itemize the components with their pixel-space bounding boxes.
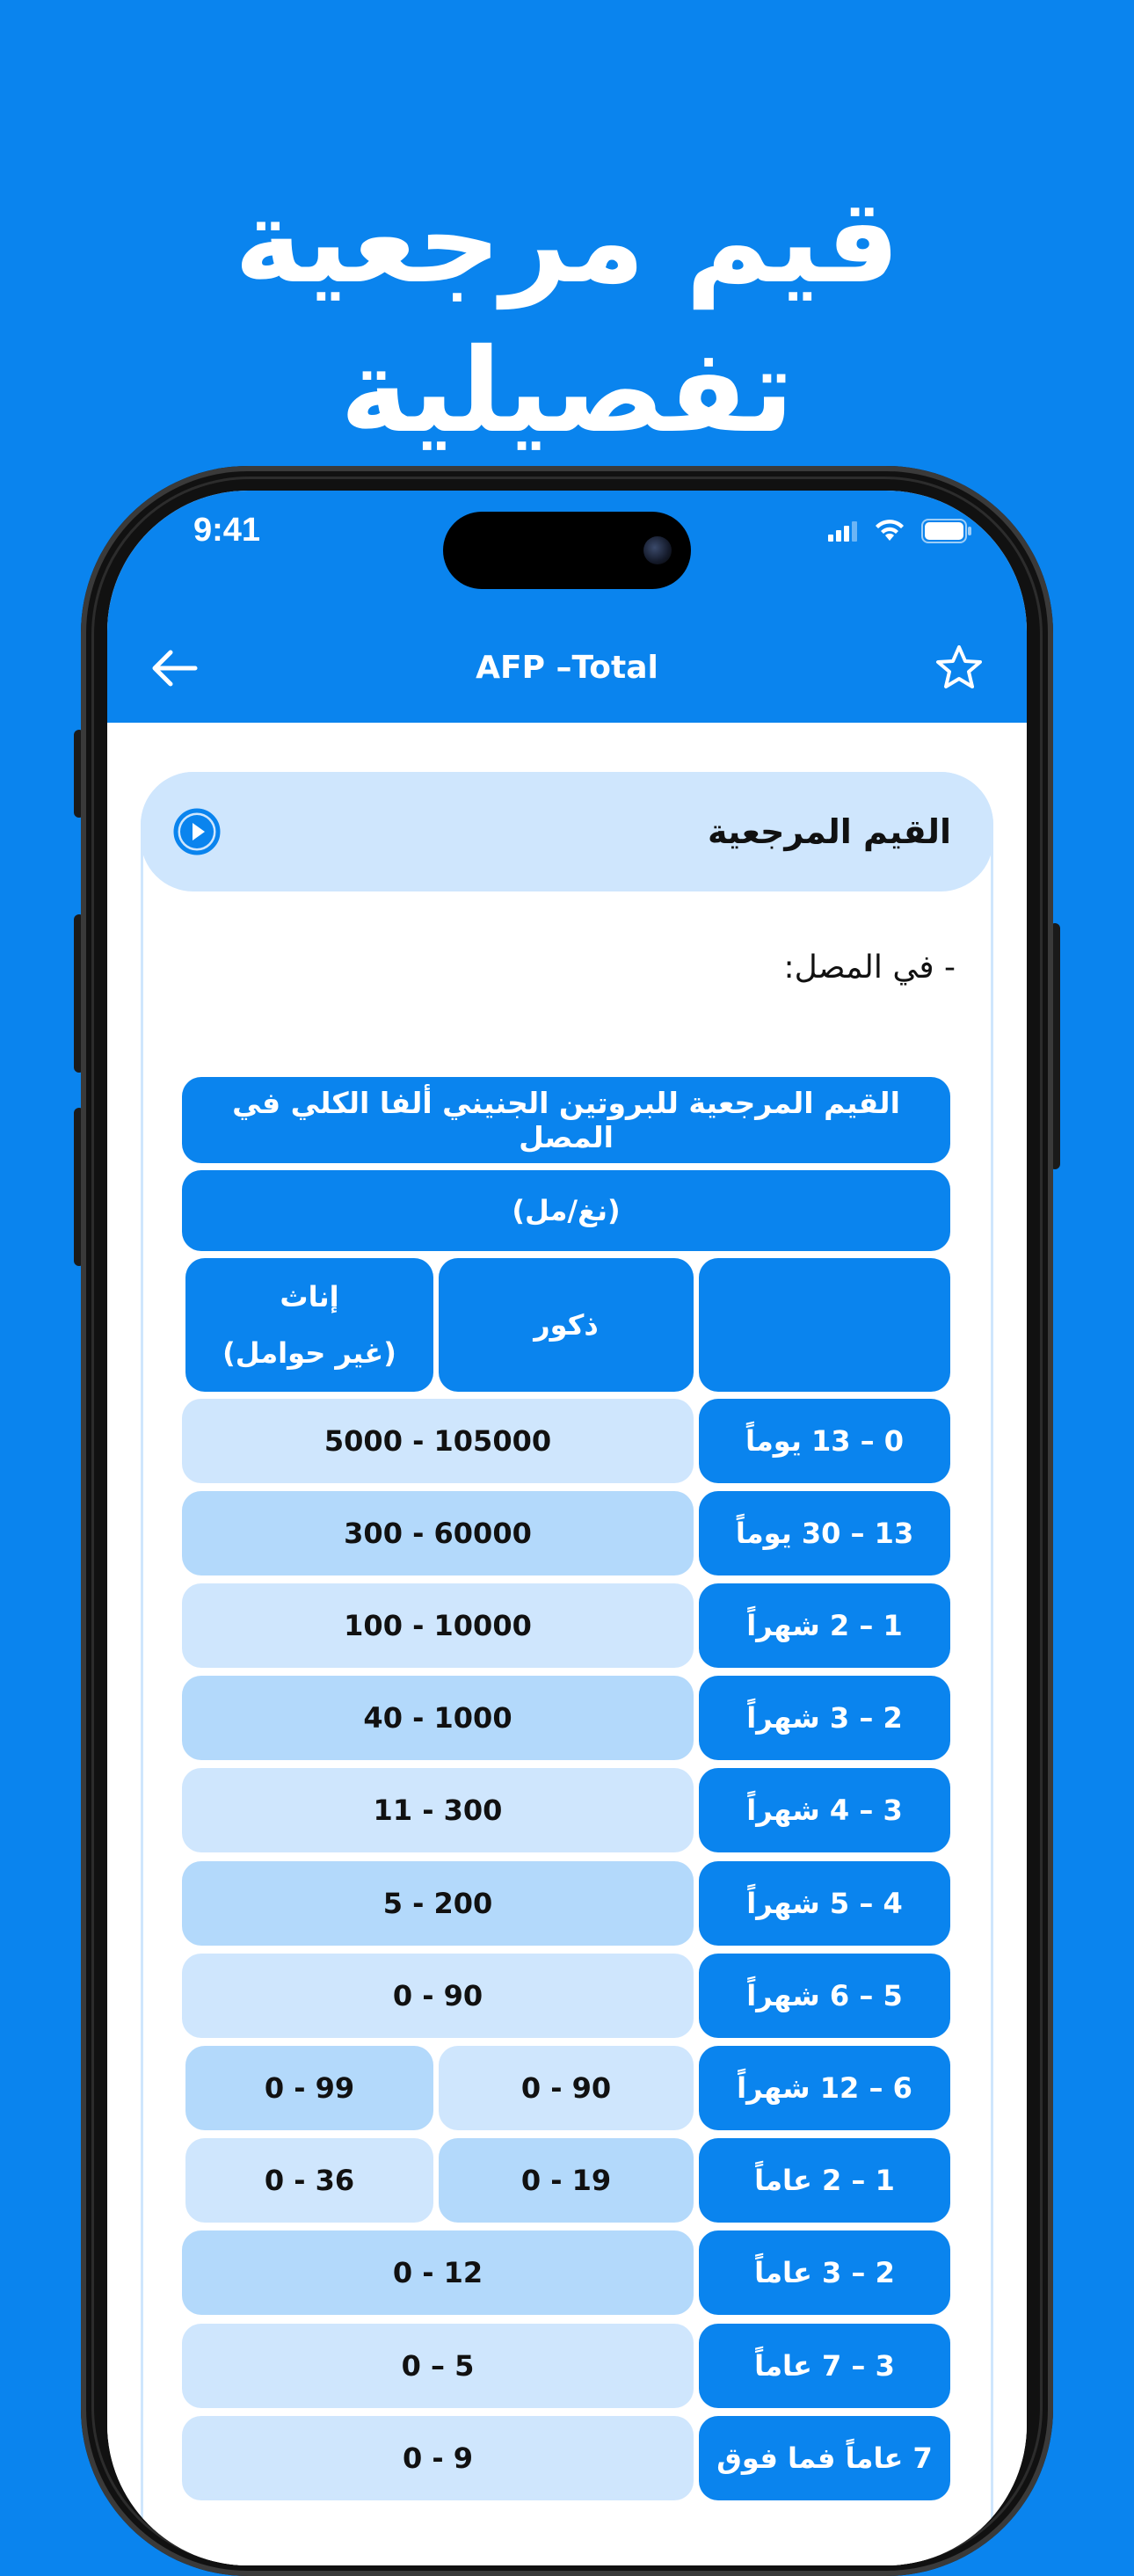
header-female-line2: (غير حوامل)	[222, 1336, 396, 1370]
row-value: 300 - 60000	[182, 1491, 694, 1575]
status-icons	[828, 519, 972, 543]
star-outline-icon	[935, 644, 983, 690]
row-age: 13 – 30 يوماً	[699, 1491, 950, 1575]
reference-values-card	[141, 772, 993, 2565]
row-value: 40 - 1000	[182, 1676, 694, 1760]
section-label-serum: - في المصل:	[783, 950, 956, 986]
status-bar	[107, 491, 1027, 614]
row-value: 0 - 90	[182, 1954, 694, 2038]
row-value: 100 - 10000	[182, 1583, 694, 1668]
arrow-left-icon	[149, 649, 199, 688]
row-value: 5 - 200	[182, 1861, 694, 1946]
row-age: 1 – 2 عاماً	[699, 2138, 950, 2223]
row-value-female: 0 - 36	[185, 2138, 433, 2223]
promo-headline: قيم مرجعية تفصيلية	[234, 174, 900, 459]
phone-screen	[107, 491, 1027, 2565]
status-time: 9:41	[193, 512, 261, 549]
camera-icon	[643, 536, 672, 564]
table-title: القيم المرجعية للبروتين الجنيني ألفا الكلي في المصل	[182, 1077, 950, 1163]
row-age: 2 – 3 شهراً	[699, 1676, 950, 1760]
app-bar-title: AFP –Total	[476, 650, 658, 686]
card-title: القيم المرجعية	[708, 812, 951, 851]
row-value: 0 - 9	[182, 2416, 694, 2500]
content-area	[107, 723, 1027, 2565]
row-age: 3 – 4 شهراً	[699, 1768, 950, 1852]
header-age-empty	[699, 1258, 950, 1392]
row-age: 6 – 12 شهراً	[699, 2046, 950, 2130]
app-bar	[107, 614, 1027, 723]
header-female	[185, 1258, 433, 1392]
dynamic-island	[443, 512, 691, 589]
row-age: 2 – 3 عاماً	[699, 2230, 950, 2315]
play-circle-icon[interactable]	[172, 807, 222, 856]
row-age: 4 – 5 شهراً	[699, 1861, 950, 1946]
row-value: 0 – 5	[182, 2324, 694, 2408]
battery-icon	[921, 519, 972, 543]
table-unit: (نغ/مل)	[182, 1170, 950, 1251]
back-button[interactable]	[144, 638, 204, 698]
row-age: 1 – 2 شهراً	[699, 1583, 950, 1668]
row-age: 5 – 6 شهراً	[699, 1954, 950, 2038]
row-value: 11 - 300	[182, 1768, 694, 1852]
header-female-line1: إناث	[280, 1280, 339, 1313]
row-value-male: 0 - 19	[439, 2138, 694, 2223]
row-value: 0 - 12	[182, 2230, 694, 2315]
row-value: 5000 - 105000	[182, 1399, 694, 1483]
row-age: 3 – 7 عاماً	[699, 2324, 950, 2408]
row-age: 7 عاماً فما فوق	[699, 2416, 950, 2500]
row-age: 0 – 13 يوماً	[699, 1399, 950, 1483]
header-male: ذكور	[439, 1258, 694, 1392]
card-header[interactable]	[141, 772, 993, 891]
wifi-icon	[874, 520, 905, 542]
row-value-female: 0 - 99	[185, 2046, 433, 2130]
signal-icon	[828, 520, 858, 542]
row-value-male: 0 - 90	[439, 2046, 694, 2130]
favorite-button[interactable]	[928, 637, 990, 698]
